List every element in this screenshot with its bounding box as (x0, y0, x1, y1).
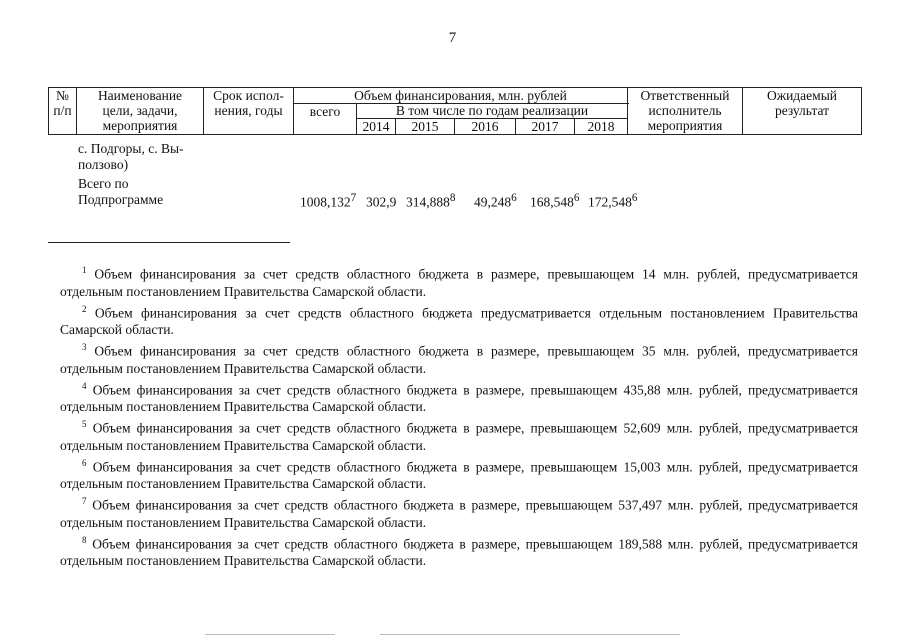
total-value-2016 (474, 192, 517, 211)
total-note-mark: 8 (449, 192, 456, 204)
footnote-mark: 3 (82, 342, 87, 352)
col-responsible-line: исполнитель (648, 103, 722, 118)
col-number-line: п/п (53, 103, 72, 118)
scan-artifact-line (380, 634, 680, 635)
footnote-text: Объем финансирования за счет средств областного бюджета в размере, превышающем 14 млн. рублей, предусматривается отдельным постановлением Правительства Самарской области. (60, 266, 859, 299)
year-2016: 2016 (455, 119, 516, 134)
footnote (60, 301, 858, 339)
scan-artifact-line (205, 634, 335, 635)
row-total-label-line: Всего по (78, 176, 129, 191)
total-value: 314,888 (406, 194, 450, 210)
footnote-mark: 8 (82, 534, 87, 545)
footnote-text: Объем финансирования за счет средств областного бюджета в размере, превышающем 15,003 млн. рублей, предусматривается отдельным постановлением Правительства Самарской области. (60, 459, 859, 491)
footnote (60, 378, 858, 416)
footnote-mark: 6 (82, 457, 87, 468)
total-note-mark: 6 (511, 192, 517, 204)
total-value: 172,548 (588, 194, 632, 210)
col-responsible-header (628, 88, 743, 135)
year-2017: 2017 (516, 119, 575, 134)
col-name-line: Наименование (97, 88, 183, 103)
by-years-group (357, 104, 628, 135)
year-2015: 2015 (396, 119, 455, 134)
footnote-mark: 5 (82, 419, 87, 429)
footnote-text: Объем финансирования за счет средств областного бюджета в размере, превышающем 435,88 млн. рублей, предусматривается отдельным постановлением Правительства Самарской области. (60, 382, 859, 414)
footnote-text: Объем финансирования за счет средств областного бюджета в размере, превышающем 35 млн. рублей, предусматривается отдельным постановлением Правительства Самарской области. (60, 343, 859, 376)
footnote-text: Объем финансирования за счет средств областного бюджета в размере, превышающем 537,497 млн. рублей, предусматривается отдельным постановлением Правительства Самарской области. (60, 497, 858, 530)
col-name-line: мероприятия (102, 118, 178, 133)
row-total-label (78, 176, 163, 208)
total-value-2017 (530, 192, 580, 211)
by-years-label: В том числе по годам реализации (357, 104, 627, 119)
col-term-line: Срок испол- (213, 88, 284, 103)
footnote-text: Объем финансирования за счет средств областного бюджета предусматривается отдельным постановлением Правительства Самарской области. (60, 305, 858, 337)
footnote (60, 416, 858, 454)
total-value: 1008,132 (300, 194, 351, 210)
col-number-line: № (56, 88, 69, 103)
footnote-text: Объем финансирования за счет средств областного бюджета в размере, превышающем 189,588 млн. рублей, предусматривается отдельным постановлением Правительства Самарской области. (60, 536, 858, 568)
col-result-header (743, 88, 862, 135)
col-result-line: Ожидаемый (767, 88, 837, 103)
footnote (60, 532, 858, 570)
footnote (60, 339, 858, 377)
row-continuation-line: ползово) (78, 157, 129, 172)
footnote-mark: 2 (82, 303, 87, 314)
total-note-mark: 6 (631, 192, 638, 204)
financing-table-header (48, 87, 862, 135)
footnote-mark: 7 (82, 496, 87, 506)
total-value: 49,248 (474, 194, 512, 210)
page-number: 7 (448, 30, 457, 46)
col-name-header (77, 88, 204, 135)
footnotes (60, 262, 858, 570)
col-number-header (49, 88, 77, 135)
col-term-header (204, 88, 294, 135)
year-2018: 2018 (587, 119, 615, 134)
total-value-2015 (406, 192, 456, 211)
total-value: 302,9 (366, 194, 397, 210)
row-continuation-line: с. Подгоры, с. Вы- (78, 141, 184, 156)
total-value-2018 (588, 192, 638, 211)
footnote-separator (48, 242, 290, 243)
col-term-line: нения, годы (214, 103, 283, 118)
total-value-all (300, 192, 356, 211)
col-responsible-line: Ответственный (640, 88, 730, 103)
footnote (60, 455, 858, 493)
footnote-mark: 4 (82, 380, 87, 391)
footnote (60, 493, 858, 531)
footnote-mark: 1 (82, 265, 87, 275)
financing-title: Объем финансирования, млн. рублей (294, 88, 628, 104)
total-value-2014 (366, 192, 396, 211)
years-row (357, 119, 627, 134)
row-continuation (78, 141, 184, 173)
col-result-line: результат (774, 103, 830, 118)
col-name-line: цели, задачи, (102, 103, 178, 118)
total-note-mark: 7 (350, 192, 357, 204)
row-total-label-line: Подпрограмме (78, 192, 164, 207)
total-header: всего (294, 104, 357, 135)
footnote (60, 262, 858, 300)
footnote-text: Объем финансирования за счет средств областного бюджета в размере, превышающем 52,609 млн. рублей, предусматривается отдельным постановлением Правительства Самарской области. (60, 420, 859, 453)
col-responsible-line: мероприятия (647, 118, 723, 133)
year-2014: 2014 (357, 119, 396, 134)
total-value: 168,548 (530, 194, 574, 210)
total-note-mark: 6 (573, 192, 580, 204)
